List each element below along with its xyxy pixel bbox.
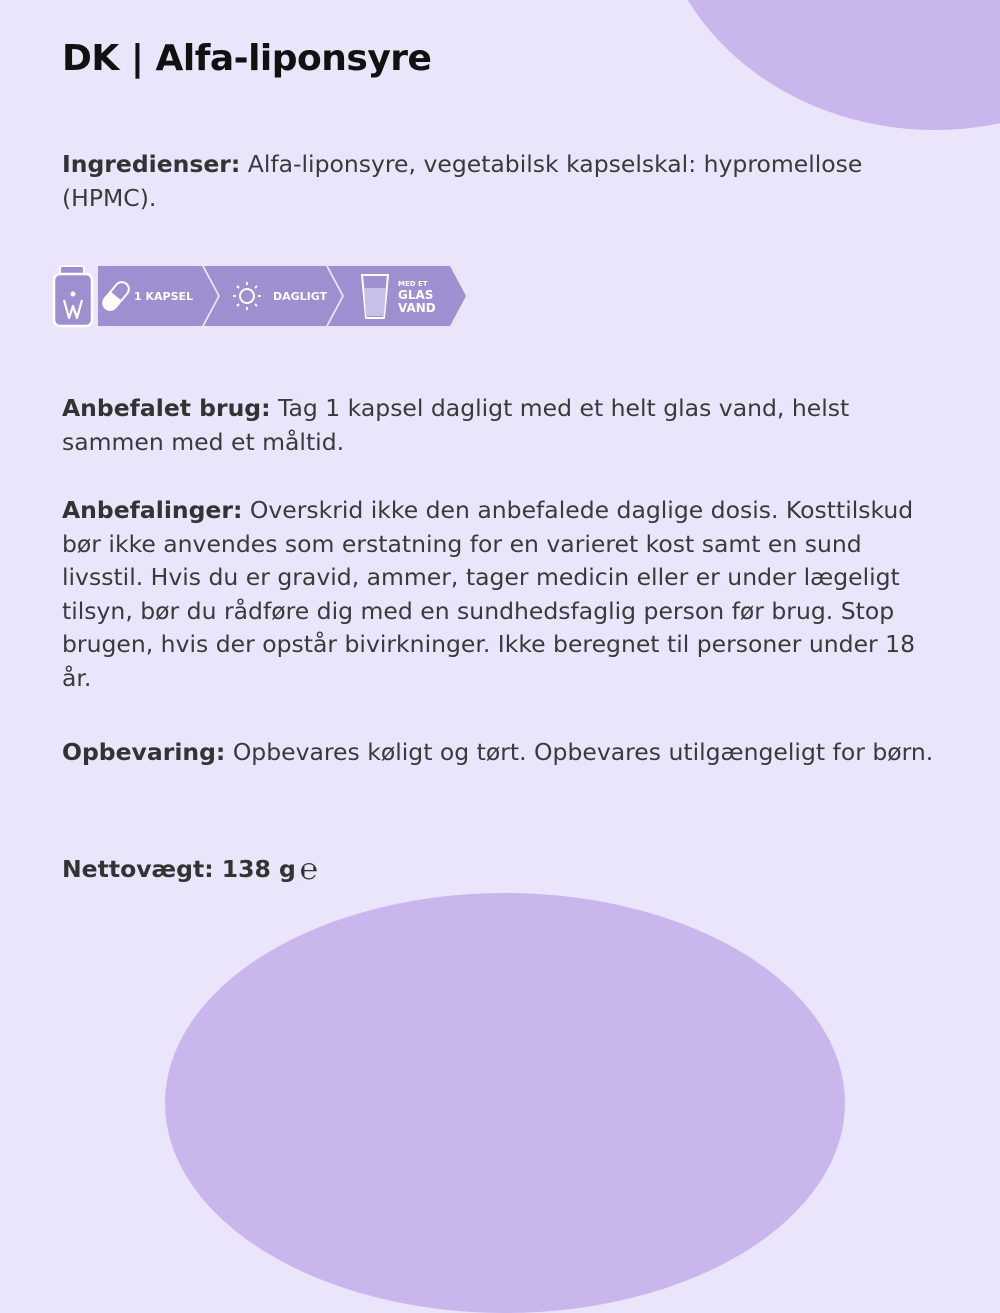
- storage-paragraph: [62, 736, 942, 770]
- storage-label: Opbevaring:: [62, 738, 226, 766]
- recommendations-paragraph: [62, 494, 942, 695]
- jar-icon: [54, 266, 92, 326]
- ingredients-text: Alfa-liponsyre, vegetabilsk kapselskal: hypromellose (HPMC).: [62, 150, 863, 212]
- net-weight-label: Nettovægt: 138 g: [62, 855, 296, 883]
- step-water-small-label: MED ET: [398, 280, 428, 288]
- dosage-instruction-bar: [52, 262, 472, 330]
- net-weight: [62, 852, 318, 887]
- recommendations-text: Overskrid ikke den anbefalede daglige dosis. Kosttilskud bør ikke anvendes som erstatning for en varieret kost samt en sund livsstil. Hvis du er gravid, ammer, tager medicin eller er under lægeligt tilsyn, bør du rådføre dig med en sundhedsfaglig person før brug. Stop brugen, hvis der opstår bivirkninger. Ikke beregnet til personer under 18 år.: [62, 496, 916, 692]
- decorative-circle-top: [655, 0, 1000, 130]
- step-water-label-line2: VAND: [398, 301, 436, 315]
- usage-text: Tag 1 kapsel dagligt med et helt glas vand, helst sammen med et måltid.: [62, 394, 850, 456]
- step-segment-water: [328, 266, 466, 326]
- page-title: DK | Alfa-liponsyre: [62, 38, 432, 79]
- decorative-circle-bottom: [165, 893, 845, 1313]
- step-capsule-label: 1 KAPSEL: [134, 290, 194, 303]
- ingredients-label: Ingredienser:: [62, 150, 241, 178]
- usage-paragraph: [62, 392, 942, 459]
- step-daily-label: DAGLIGT: [273, 290, 328, 303]
- recommendations-label: Anbefalinger:: [62, 496, 243, 524]
- estimated-sign-icon: ℮: [299, 852, 318, 887]
- ingredients-paragraph: [62, 148, 942, 215]
- usage-label: Anbefalet brug:: [62, 394, 271, 422]
- storage-text: Opbevares køligt og tørt. Opbevares utilgængeligt for børn.: [225, 738, 934, 766]
- step-water-label-line1: GLAS: [398, 288, 434, 302]
